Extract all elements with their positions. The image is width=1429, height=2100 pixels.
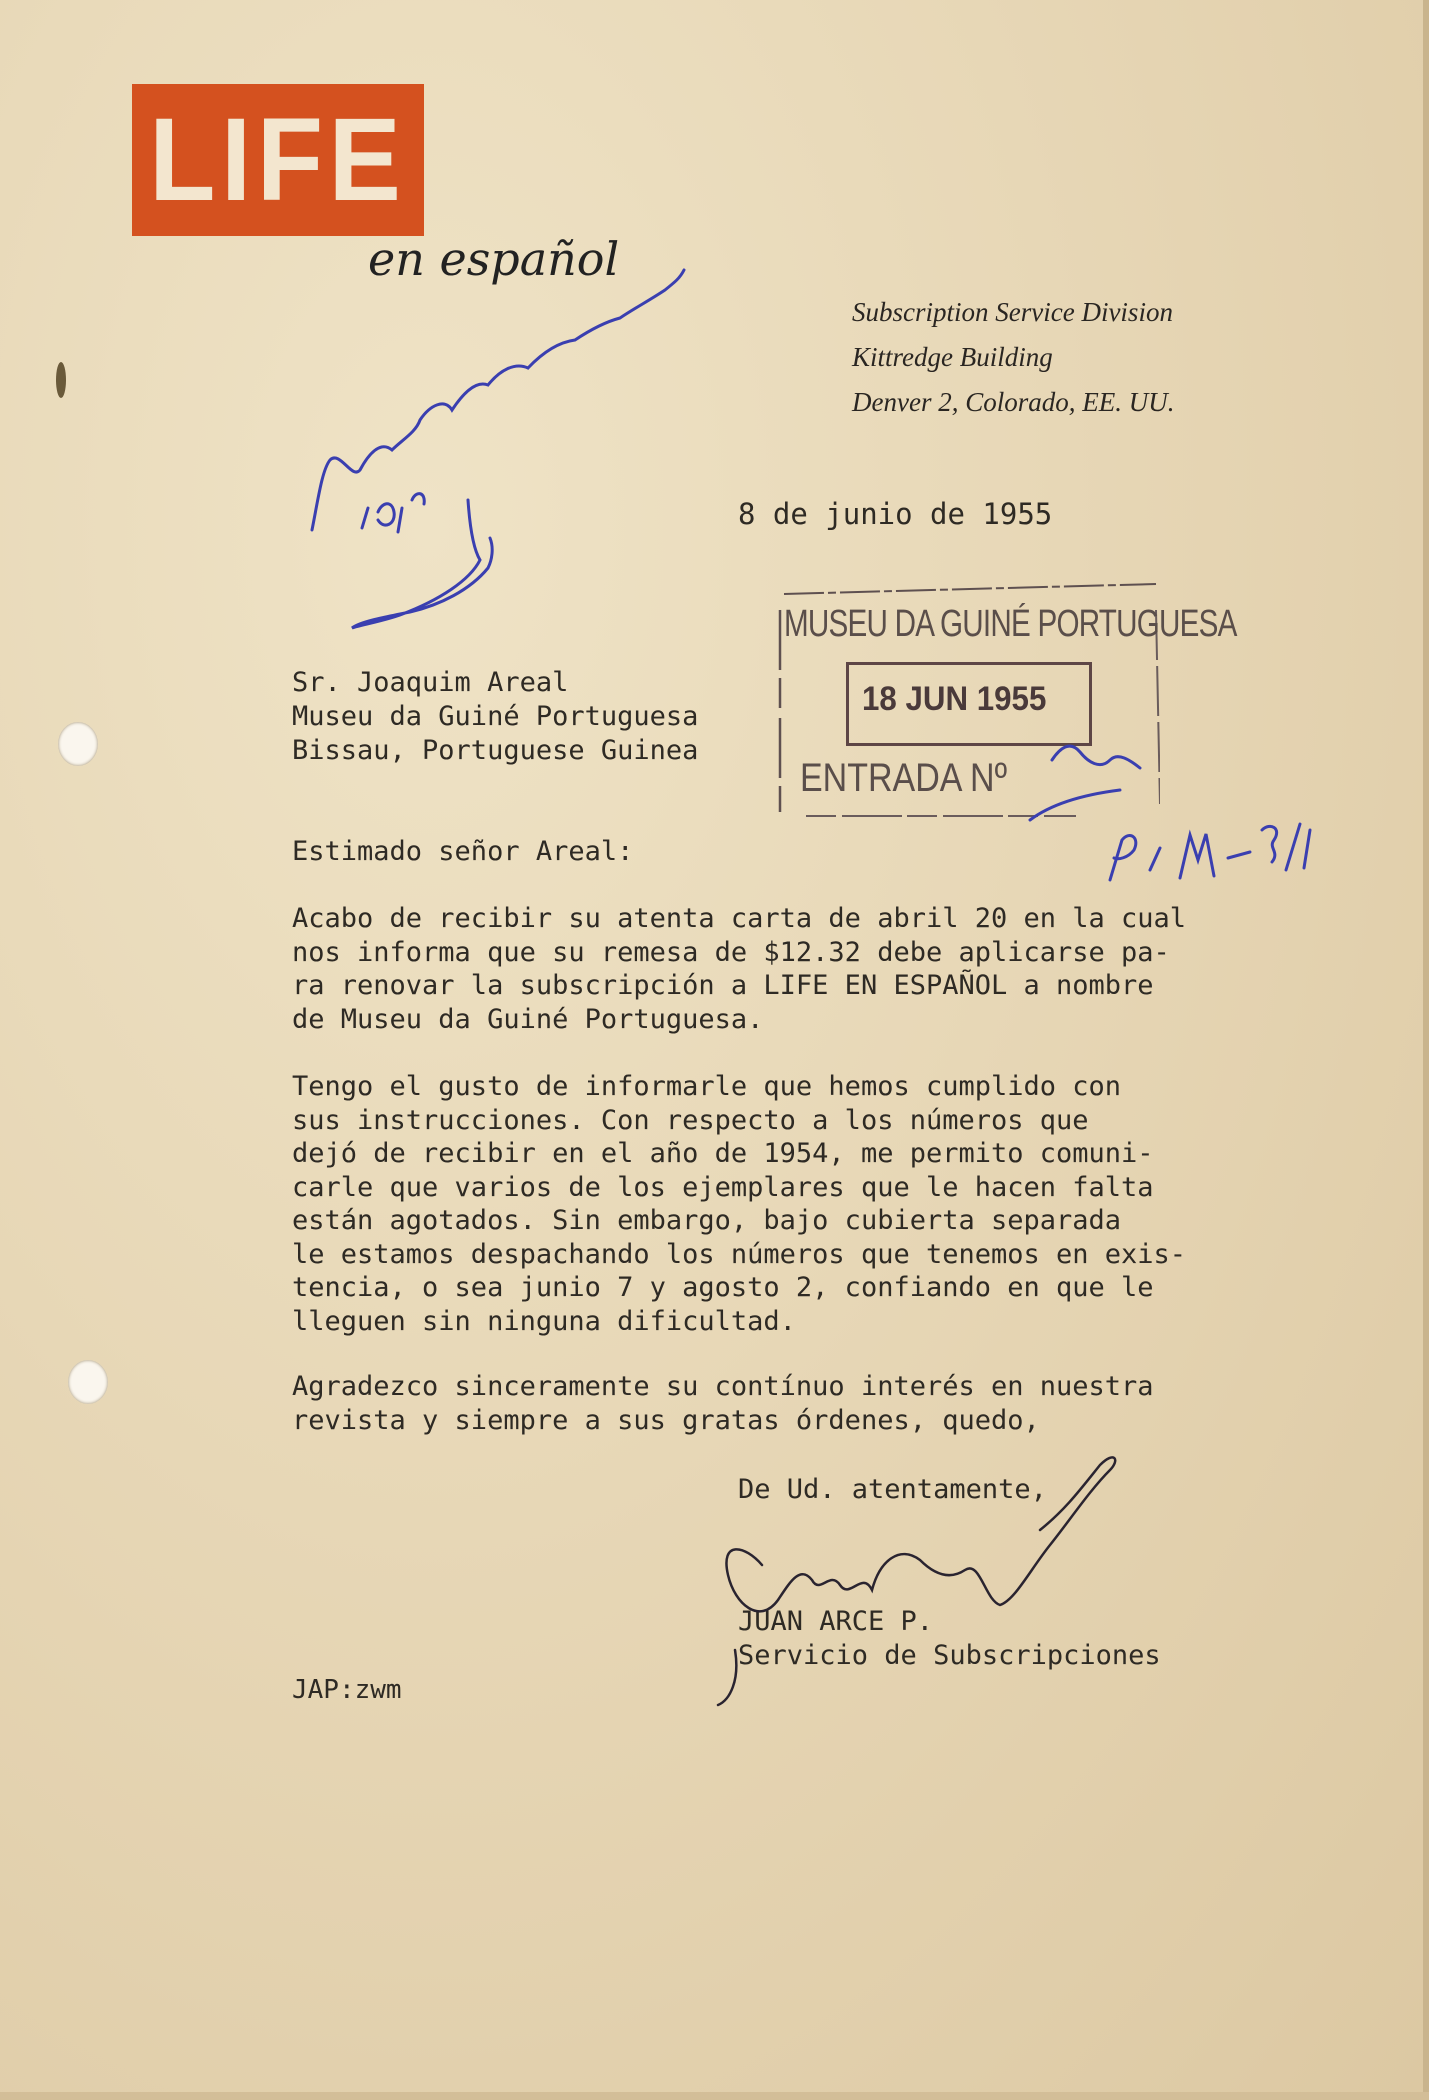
letter-date: 8 de junio de 1955 [738, 497, 1053, 531]
text-line: nos informa que su remesa de $12.32 debe aplicarse pa- [292, 936, 1170, 968]
signer-name: JUAN ARCE P. [738, 1606, 934, 1637]
closing: De Ud. atentamente, [738, 1474, 1047, 1505]
text-line: Agradezco sinceramente su contínuo interés en nuestra [292, 1371, 1154, 1402]
handwritten-date-mark [362, 494, 424, 532]
recipient-line: Museu da Guiné Portuguesa [292, 701, 699, 732]
text-line: dejó de recibir en el año de 1954, me permito comuni- [292, 1138, 1154, 1169]
text-line: tencia, o sea junio 7 y agosto 2, confiando en que le [292, 1272, 1154, 1303]
address-line: Kittredge Building [852, 342, 1053, 372]
signature-underline [718, 1650, 736, 1705]
text-line: de Museu da Guiné Portuguesa. [292, 1003, 764, 1035]
signature-scrawl [726, 1457, 1115, 1611]
text-line: ra renovar la subscripción a LIFE EN ESPAÑOL a nombre [292, 970, 1154, 1001]
stamp-date: 18 JUN 1955 [862, 680, 1047, 718]
recipient-line: Bissau, Portuguese Guinea [292, 735, 699, 766]
stamp-entry-label: ENTRADA Nº [800, 756, 1008, 800]
recipient-line: Sr. Joaquim Areal [292, 667, 569, 698]
text-line: lleguen sin ninguna dificultad. [292, 1305, 796, 1337]
stamp-handwritten-number [1030, 746, 1140, 820]
stamp-handwritten-ref [1110, 824, 1310, 880]
text-line: carle que varios de los ejemplares que le hacen falta [292, 1171, 1154, 1203]
text-line: Tengo el gusto de informarle que hemos cumplido con [292, 1071, 1122, 1102]
handwritten-flourish [352, 500, 492, 628]
text-line: Acabo de recibir su atenta carta de abril 20 en la cual [292, 903, 1187, 934]
address-line: Denver 2, Colorado, EE. UU. [852, 387, 1175, 417]
text-line: están agotados. Sin embargo, bajo cubierta separada [292, 1205, 1122, 1236]
logo-subtitle: en español [368, 232, 620, 286]
text-line: le estamos despachando los números que tenemos en exis- [292, 1238, 1187, 1270]
salutation: Estimado señor Areal: [292, 836, 634, 867]
handwritten-annotation [312, 270, 684, 530]
signer-title: Servicio de Subscripciones [738, 1640, 1161, 1671]
stamp-museum-name: MUSEU DA GUINÉ PORTUGUESA [784, 603, 1237, 645]
reference-initials: JAP:zwm [292, 1675, 402, 1705]
address-line: Subscription Service Division [852, 297, 1173, 327]
text-line: sus instrucciones. Con respecto a los números que [292, 1104, 1089, 1136]
text-line: revista y siempre a sus gratas órdenes, quedo, [292, 1404, 1040, 1436]
logo-text: LIFE [149, 94, 407, 226]
